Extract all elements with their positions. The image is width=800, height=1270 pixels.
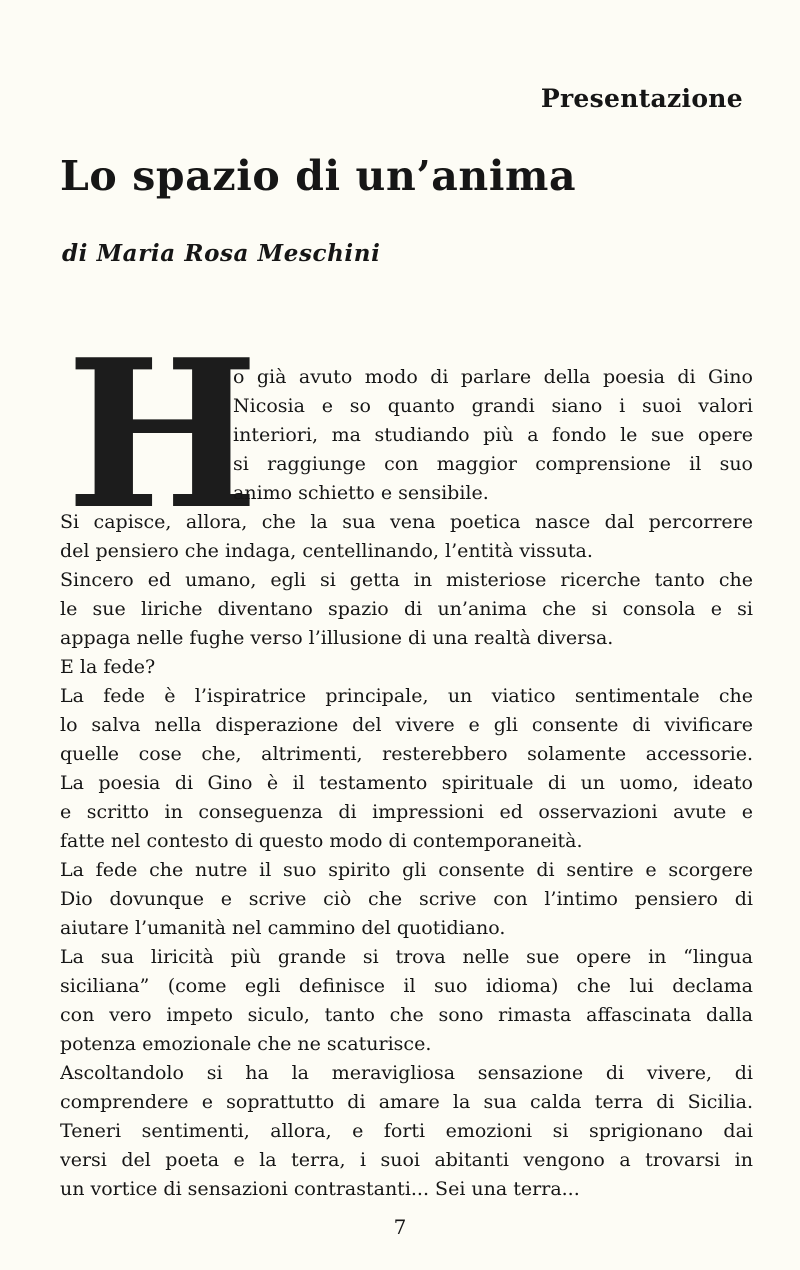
- opening-paragraph: [233, 363, 753, 508]
- text-line: La poesia di Gino è il testamento spirituale di un uomo, ideato: [60, 772, 753, 794]
- text-line: quelle cose che, altrimenti, resterebbero solamente accessorie.: [60, 743, 753, 765]
- drop-cap: H: [66, 315, 257, 555]
- text-line: e scritto in conseguenza di impressioni ed osservazioni avute e: [60, 801, 753, 823]
- text-line: siciliana” (come egli definisce il suo idioma) che lui declama: [60, 975, 753, 997]
- text-line: con vero impeto siculo, tanto che sono rimasta affascinata dalla: [60, 1004, 753, 1026]
- text-line: fatte nel contesto di questo modo di contemporaneità.: [60, 830, 583, 852]
- text-line: E la fede?: [60, 656, 156, 678]
- text-line: La sua liricità più grande si trova nelle sue opere in “lingua: [60, 946, 753, 968]
- text-line: del pensiero che indaga, centellinando, l’entità vissuta.: [60, 540, 593, 562]
- text-line: La fede è l’ispiratrice principale, un viatico sentimentale che: [60, 685, 753, 707]
- text-line: Si capisce, allora, che la sua vena poetica nasce dal percorrere: [60, 511, 753, 533]
- text-line: o già avuto modo di parlare della poesia di Gino: [233, 366, 753, 388]
- text-line: appaga nelle fughe verso l’illusione di una realtà diversa.: [60, 627, 614, 649]
- text-line: le sue liriche diventano spazio di un’anima che si consola e si: [60, 598, 753, 620]
- text-line: un vortice di sensazioni contrastanti... Sei una terra...: [60, 1178, 580, 1200]
- body-text: [60, 508, 753, 1204]
- text-line: Teneri sentimenti, allora, e forti emozioni si sprigionano dai: [60, 1120, 753, 1142]
- text-line: Sincero ed umano, egli si getta in misteriose ricerche tanto che: [60, 569, 753, 591]
- chapter-title: Lo spazio di un’anima: [60, 152, 577, 200]
- text-line: animo schietto e sensibile.: [233, 482, 489, 504]
- text-line: si raggiunge con maggior comprensione il suo: [233, 453, 753, 475]
- text-line: Ascoltandolo si ha la meravigliosa sensazione di vivere, di: [60, 1062, 753, 1084]
- text-line: potenza emozionale che ne scaturisce.: [60, 1033, 432, 1055]
- text-line: comprendere e soprattutto di amare la sua calda terra di Sicilia.: [60, 1091, 753, 1113]
- author-byline: di Maria Rosa Meschini: [62, 240, 381, 267]
- text-line: Dio dovunque e scrive ciò che scrive con l’intimo pensiero di: [60, 888, 753, 910]
- page-number: 7: [393, 1215, 407, 1239]
- text-line: lo salva nella disperazione del vivere e gli consente di vivificare: [60, 714, 753, 736]
- text-line: versi del poeta e la terra, i suoi abitanti vengono a trovarsi in: [60, 1149, 753, 1171]
- text-line: Nicosia e so quanto grandi siano i suoi valori: [233, 395, 753, 417]
- text-line: interiori, ma studiando più a fondo le sue opere: [233, 424, 753, 446]
- section-label: Presentazione: [540, 84, 743, 113]
- text-line: La fede che nutre il suo spirito gli consente di sentire e scorgere: [60, 859, 753, 881]
- text-line: aiutare l’umanità nel cammino del quotidiano.: [60, 917, 506, 939]
